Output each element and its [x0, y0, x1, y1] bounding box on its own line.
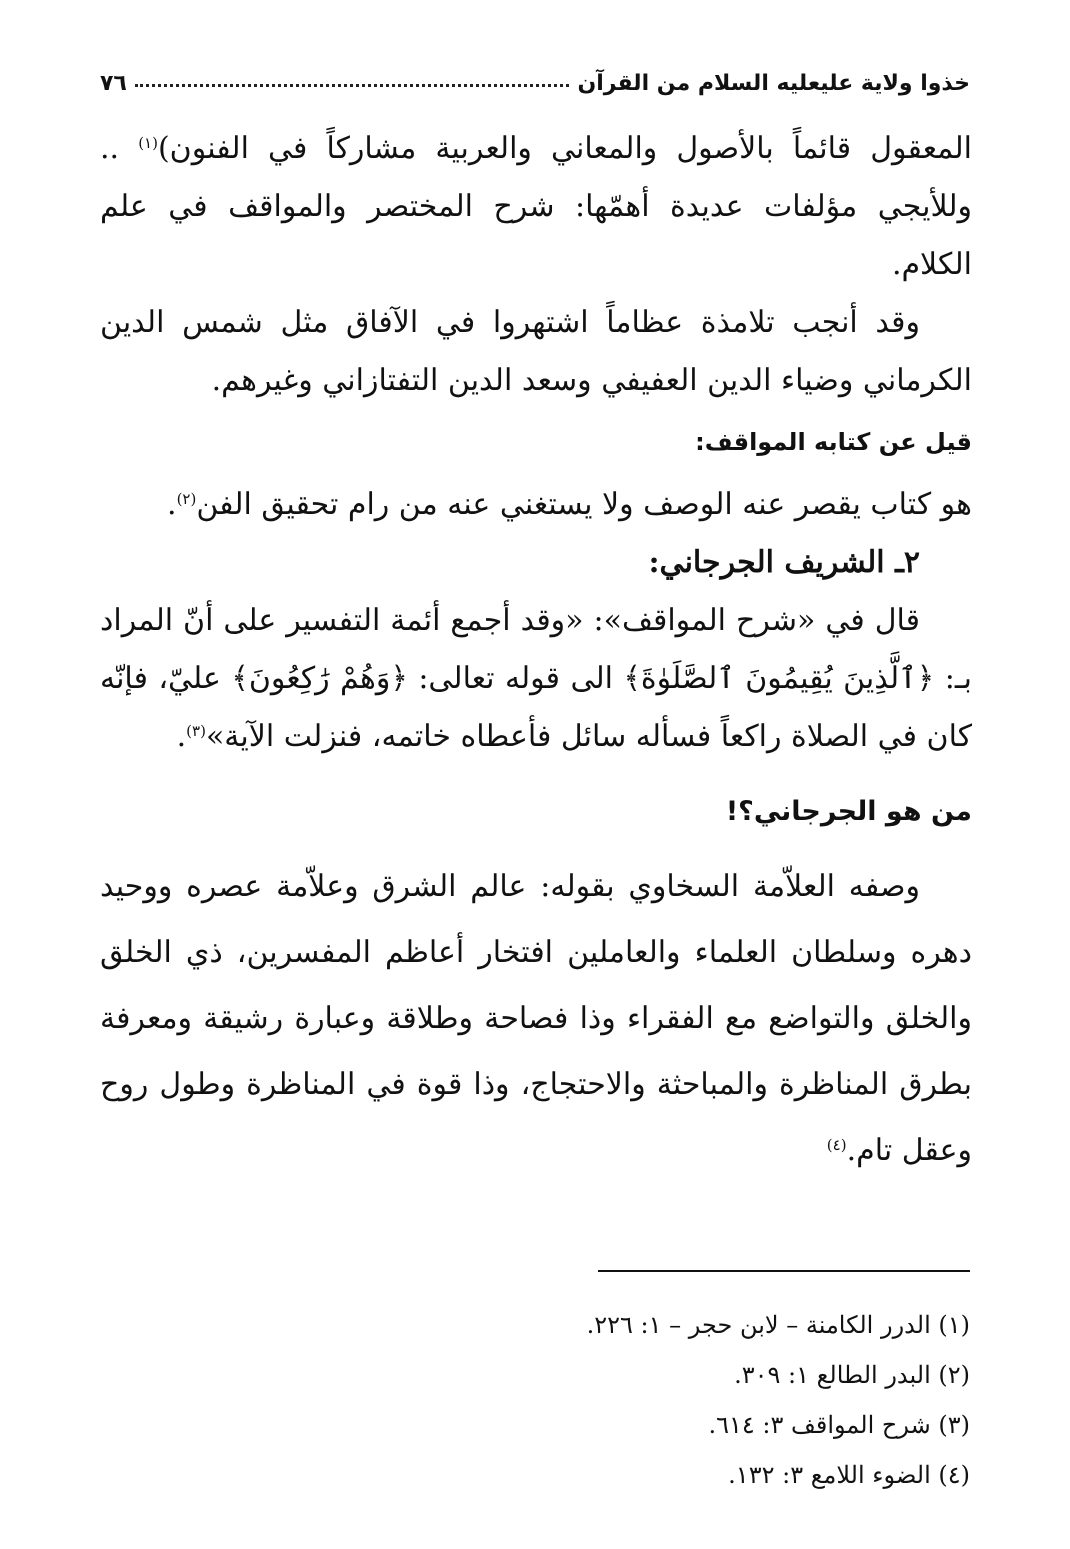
- main-text: [100, 120, 972, 1184]
- header-dot-leader: [135, 84, 570, 87]
- footnote-ref-3: (٣): [186, 722, 206, 740]
- footnote-ref-2: (٢): [176, 490, 197, 508]
- subheading-jurjani: ٢ـ الشريف الجرجاني:: [648, 545, 920, 580]
- paragraph-5: [100, 854, 972, 1184]
- paragraph-4-tail: .: [176, 719, 187, 754]
- footnote-separator: [598, 1270, 970, 1272]
- footnote-item: (٤) الضوء اللامع ٣: ١٣٢.: [728, 1461, 970, 1489]
- paragraph-3-text: هو كتاب يقصر عنه الوصف ولا يستغني عنه من رام تحقيق الفن: [196, 487, 972, 522]
- running-header: [100, 50, 970, 96]
- section-heading-mawaqif: قيل عن كتابه المواقف:: [695, 428, 972, 456]
- paragraph-1: [100, 120, 972, 294]
- footnote-item: (٣) شرح المواقف ٣: ٦١٤.: [708, 1411, 970, 1439]
- paragraph-4-text: قال في «شرح المواقف»: «وقد أجمع أئمة التفسير على أنّ المراد بـ: ﴿ٱلَّذِينَ يُقِيمُونَ ٱلصَّلَوٰةَ﴾ الى قوله تعالى: ﴿وَهُمْ رَٰكِعُونَ﴾ عليّ، فإنّه كان في الصلاة راكعاً فسأله سائل فأعطاه خاتمه، فنزلت الآية»: [100, 603, 972, 754]
- paragraph-1-tail: .. وللأيجي مؤلفات عديدة أهمّها: شرح المختصر والمواقف في علم الكلام.: [100, 131, 972, 282]
- paragraph-1-text: المعقول قائماً بالأصول والمعاني والعربية مشاركاً في الفنون): [157, 131, 972, 166]
- paragraph-3-tail: .: [167, 487, 177, 522]
- header-title: خذوا ولاية عليعليه السلام من القرآن: [577, 71, 970, 96]
- footnote-item: (١) الدرر الكامنة – لابن حجر – ١: ٢٢٦.: [586, 1311, 970, 1339]
- footnote-ref-4: (٤): [826, 1136, 847, 1154]
- paragraph-4: [100, 592, 972, 766]
- footnotes: [100, 1300, 970, 1500]
- paragraph-5-text: وصفه العلاّمة السخاوي بقوله: عالم الشرق وعلاّمة عصره ووحيد دهره وسلطان العلماء والعاملين افتخار أعاظم المفسرين، ذي الخلق والخلق والتواضع مع الفقراء وذا فصاحة وطلاقة وعبارة رشيقة ومعرفة بطرق المناظرة والمباحثة والاحتجاج، وذا قوة في المناظرة وطول روح وعقل تام.: [100, 869, 972, 1168]
- section-heading-who-is-jurjani: من هو الجرجاني؟!: [725, 796, 972, 827]
- footnote-item: (٢) البدر الطالع ١: ٣٠٩.: [734, 1361, 970, 1389]
- page-number: ٧٦: [100, 71, 127, 96]
- footnote-ref-1: (١): [138, 134, 158, 152]
- paragraph-3: [100, 476, 972, 534]
- paragraph-2: وقد أنجب تلامذة عظاماً اشتهروا في الآفاق مثل شمس الدين الكرماني وضياء الدين العفيفي وسعد الدين التفتازاني وغيرهم.: [100, 305, 972, 398]
